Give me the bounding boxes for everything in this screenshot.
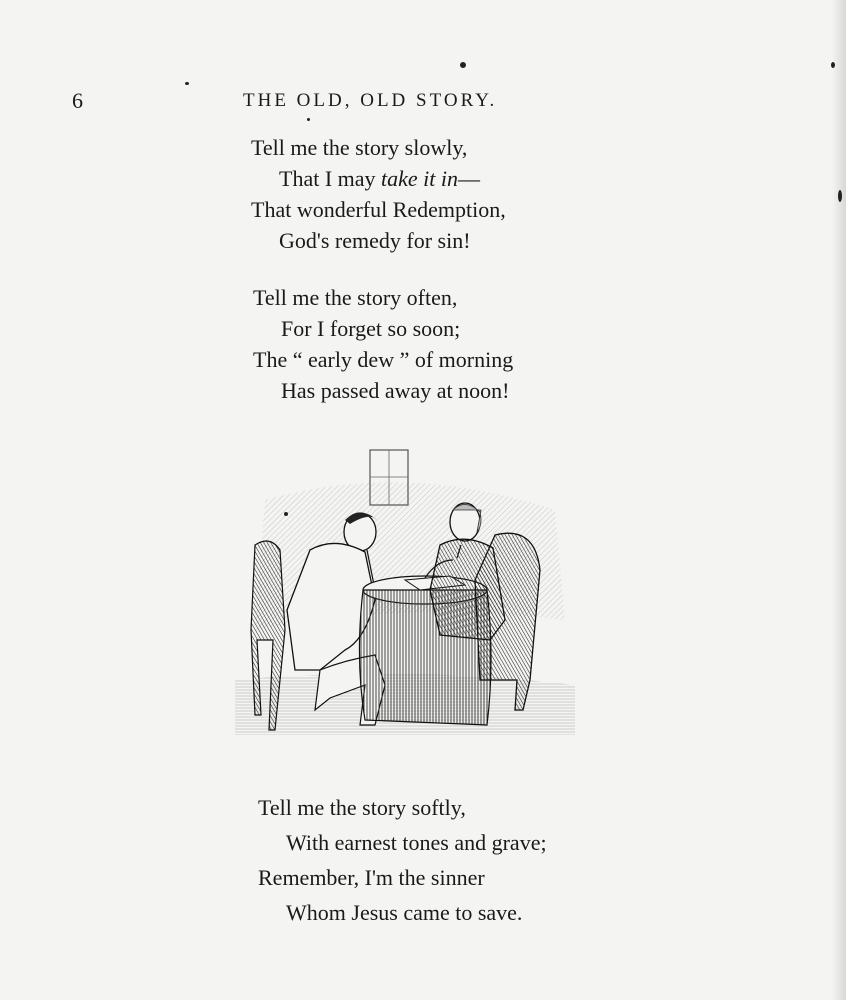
ink-speck <box>831 62 835 68</box>
stanza-2 <box>253 282 513 406</box>
ink-speck <box>284 512 288 516</box>
poem-line: Tell me the story slowly, <box>251 135 468 160</box>
engraving-two-men-at-table-icon <box>225 440 585 740</box>
poem-line <box>251 163 506 194</box>
poem-line: Tell me the story often, <box>253 285 458 310</box>
stanza-3 <box>258 790 547 930</box>
ink-speck <box>307 118 310 121</box>
running-head: THE OLD, OLD STORY. <box>243 90 498 111</box>
page-edge-shadow <box>832 0 846 1000</box>
poem-line: God's remedy for sin! <box>279 228 471 253</box>
page-number: 6 <box>72 88 84 113</box>
poem-line-text: That I may <box>279 166 382 191</box>
poem-line: Remember, I'm the sinner <box>258 865 485 890</box>
poem-line: That wonderful Redemption, <box>251 197 506 222</box>
poem-line: Whom Jesus came to save. <box>286 900 523 925</box>
poem-line: Has passed away at noon! <box>281 378 510 403</box>
stanza-1 <box>251 132 506 256</box>
poem-line: With earnest tones and grave; <box>286 830 547 855</box>
poem-line: For I forget so soon; <box>281 316 461 341</box>
ink-speck <box>185 82 189 85</box>
poem-line-dash: — <box>458 166 481 191</box>
poem-line: The “ early dew ” of morning <box>253 347 514 372</box>
ink-speck <box>838 190 842 202</box>
ink-speck <box>460 62 466 68</box>
poem-line: Tell me the story softly, <box>258 795 466 820</box>
poem-line-italic: take it in <box>381 166 459 191</box>
